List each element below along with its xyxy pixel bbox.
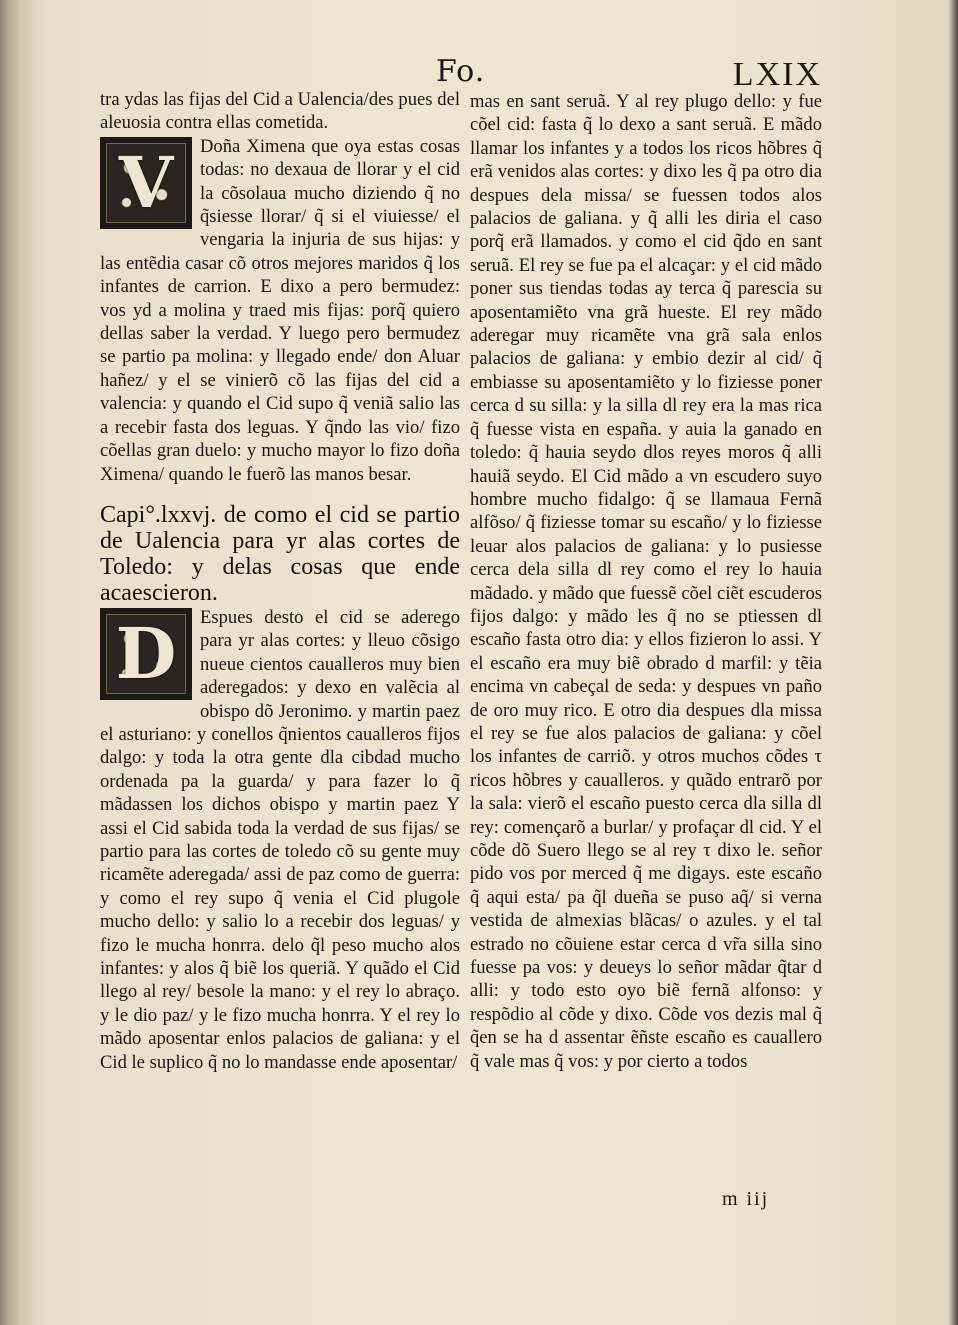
paragraph-text: Espues desto el cid se aderego para yr alas cortes: y lleuo cõsigo nueue cientos caualleros muy bien aderegados: y dexo en valẽcia al obispo dõ Jeronimo. y martin paez el asturiano: y conellos q̃nientos caualleros fijos dalgo: y toda la otra gente dla cibdad mucho ordenada pa la guarda/ y para fazer lo q̃ mãdassen los dichos obispo y martin paez Y assi el Cid sabida toda la verdad de sus fijas/ se partio para las cortes de toledo cõ su gente muy ricamẽte aderegada/ assi de paz como de guerra: y como el rey supo q̃ venia el Cid plugole mucho dello: y salio lo a recebir dos leguas/ y fizo le mucha honrra. delo q̃l peso mucho alos infantes: y alos q̃ biẽ los queriã. Y quãdo el Cid llego al rey/ besole la mano: y el rey lo abraço. y le dio paz/ y le fizo mucha honrra. Y el rey lo mãdo aposentar enlos palacios de galiana: y el Cid le suplico q̃ no lo mandasse ende aposentar/ xyxy=(100,606,460,1073)
folio-number: LXIX xyxy=(732,56,822,93)
initial-letter: V xyxy=(118,141,174,225)
right-column xyxy=(470,90,822,1073)
left-column xyxy=(100,88,460,1074)
initial-letter: D xyxy=(115,612,177,696)
paragraph-despues xyxy=(100,606,460,1074)
decorated-initial-d xyxy=(100,608,192,700)
opening-lines: tra ydas las fijas del Cid a Ualencia/des pues del aleuosia contra ellas cometida. xyxy=(100,89,460,134)
signature-mark: m iij xyxy=(722,1188,770,1210)
page-edge-shadow xyxy=(948,0,958,1325)
paragraph-ximena xyxy=(100,135,460,486)
binding-gutter xyxy=(0,0,46,1325)
paragraph-text: Doña Ximena que oya estas cosas todas: no dexaua de llorar y el cid la cõsolaua mucho diziendo q̃ no q̃siesse llorar/ q̃ si el viuiesse/ el vengaria la injuria de sus hijas: y las entẽdia casar cõ otros mejores maridos q̃ los infantes de carrion. E dixo a pero bermudez: vos yd a molina y traed mis fijas: porq̃ quiero dellas saber la verdad. Y luego pero bermudez se partio pa molina: y llegado ende/ don Aluar hañez/ y el se vinierõ cõ las fijas del cid a valencia: y quando el Cid supo q̃ veniã salio las a recebir fasta dos leguas. Y q̃ndo las vio/ fizo cõellas gran duelo: y mucho mayor lo fizo doña Ximena/ quando le fuerõ las manos besar. xyxy=(100,135,460,485)
right-column-text: mas en sant seruã. Y al rey plugo dello: y fue cõel cid: fasta q̃ lo dexo a sant seruã. E mãdo llamar los infantes y a todos los ricos hõbres q̃ erã venidos alas cortes: y dixo les q̃ pa otro dia despues dela missa/ se fuessen todos alos palacios de galiana. y q̃ alli les diria el caso porq̃ erã llamados. y como el cid q̃do en sant seruã. El rey se fue pa el alcaçar: y el cid mãdo poner sus tiendas todas ay terca q̃ parescia su aposentamiẽto vna grã hueste. El rey mãdo aderegar muy ricamẽte vna grã sala enlos palacios de galiana: y embio dezir al cid/ q̃ embiasse su aposentamiẽto y lo fiziesse poner cerca d su silla: y la silla dl rey era la mas rica q̃ fuesse vista en españa. y auia la ganado en toledo: q̃ hauia seydo dlos reyes moros q̃ alli hauiã seydo. El Cid mãdo a vn escudero suyo hombre mucho fidalgo: q̃ se llamaua Fernã alfõso/ q̃ fiziesse tomar su escaño/ y lo fiziesse leuar alos palacios de galiana: y lo pusiesse cerca dela silla dl rey como el rey lo hauia mãdado. y mãdo que fuessẽ cõel ciẽt escuderos fijos dalgo: y mãdo les q̃ no se ptiessen dl escaño fasta otro dia: y ellos fizieron lo assi. Y el escaño era muy biẽ obrado d marfil: y tẽia encima vn cabeçal de seda: y despues vn paño de oro muy rico. E otro dia despues dla missa el rey se fue alos palacios de galiana: y cõel los infantes de carriõ. y otros muchos cõdes τ ricos hõbres y caualleros. y quãdo entrarõ por la sala: vierõ el escaño puesto cerca dla silla dl rey: començarõ a burlar/ y profaçar dl cid. Y el cõde dõ Suero llego se al rey τ dixo le. señor pido vos por merced q̃ me digays. este escaño q̃ aqui esta/ pa q̃l dueña se puso aq̃/ si verna vestida de almexias blãcas/ o azules. y el tal estrado no cõuiene estar cerca d vr̃a silla sino fuesse pa vos: y deueys lo señor mãdar q̃tar d alli: y todo esto oyo biẽ fernã alfonso: y respõdio al cõde y dixo. Cõde vos dezis mal q̃ q̃en se ha d assentar ẽñste escaño es cauallero q̃ vale mas q̃ vos: y por cierto a todos xyxy=(470,91,822,1072)
decorated-initial-v xyxy=(100,137,192,229)
chapter-heading: Capi°.lxxvj. de como el cid se partio de Ualencia para yr alas cortes de Toledo: y delas cosas que ende acaescieron. xyxy=(100,501,460,606)
folio-label: Fo. xyxy=(436,54,486,89)
